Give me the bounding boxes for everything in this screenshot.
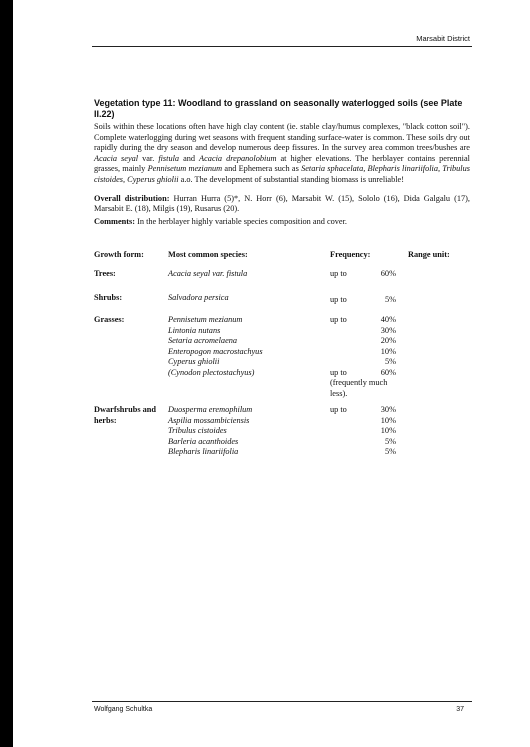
frequency-row xyxy=(330,336,400,347)
species-item: Aspilia mossambiciensis xyxy=(168,415,250,425)
species-item: Pennisetum mezianum xyxy=(168,315,243,324)
species-table xyxy=(94,250,470,465)
frequency-value: 5% xyxy=(384,447,396,456)
species-list xyxy=(168,269,247,280)
desc-text: and Ephemera such as xyxy=(222,164,302,174)
frequency-row xyxy=(330,416,400,427)
species-item: Enteropogon macrostachyus xyxy=(168,346,263,356)
frequency-row xyxy=(330,426,400,437)
species-item: Acacia seyal var. fistula xyxy=(168,269,248,278)
running-header: Marsabit District xyxy=(416,34,470,43)
frequency-value: 40% xyxy=(380,315,396,324)
frequency-list xyxy=(330,405,400,458)
species-name: Pennisetum mezianum xyxy=(147,164,223,174)
up-to: up to xyxy=(330,367,347,377)
group-trees xyxy=(94,269,470,290)
comments-text: In the herblayer highly variable species composition and cover. xyxy=(135,216,347,226)
frequency-row xyxy=(330,269,400,280)
up-to: up to xyxy=(330,405,347,414)
species-name: Acacia drepanolobium xyxy=(199,153,277,163)
header-frequency: Frequency: xyxy=(330,250,371,259)
species-item: Blepharis linariifolia xyxy=(168,447,239,456)
section-title: Vegetation type 11: Woodland to grassland on seasonally waterlogged soils (see Plate II.22) xyxy=(94,98,463,119)
main-content xyxy=(94,98,470,227)
page-number: 37 xyxy=(456,706,464,713)
species-name: Setaria sphacelata, Blepharis linariifolia, Tribulus cistoides, Cyperus ghiolii xyxy=(94,164,470,184)
distribution-label: Overall distribution: xyxy=(94,193,170,203)
species-name: Acacia seyal xyxy=(94,153,139,163)
species-item: Salvadora persica xyxy=(168,293,229,302)
distribution-text: Hurran Hurra (5)*, N. Horr (6), Marsabit W. (15), Sololo (16), Dida Galgalu (17), Marsabit E. (18), Milgis (19), Rusarus (20). xyxy=(94,193,470,214)
frequency-note: less). xyxy=(330,388,348,398)
up-to: up to xyxy=(330,295,347,304)
header-species: Most common species: xyxy=(168,250,248,259)
species-item: Barleria acanthoides xyxy=(168,436,239,446)
comments-paragraph xyxy=(94,217,470,228)
frequency-row xyxy=(330,326,400,337)
frequency-value: 30% xyxy=(380,325,396,335)
desc-text: a.o. The development of substantial standing biomass is unreliable! xyxy=(178,174,405,184)
group-dwarfshrubs-herbs xyxy=(94,405,470,465)
frequency-value: 5% xyxy=(384,357,396,366)
desc-text: at higher elevations. The herblayer contains perennial grasses, mainly xyxy=(94,153,470,174)
up-to: up to xyxy=(330,269,347,278)
growth-form: Shrubs: xyxy=(94,293,123,302)
species-list xyxy=(168,293,229,304)
species-item: Setaria acromelaena xyxy=(168,336,238,345)
growth-form: Trees: xyxy=(94,269,116,278)
frequency-row xyxy=(330,347,400,358)
frequency-row xyxy=(330,447,400,458)
growth-form: Dwarfshrubs and herbs: xyxy=(94,405,157,425)
frequency-value: 10% xyxy=(380,346,396,356)
frequency-row xyxy=(330,295,400,306)
header-growth-form: Growth form: xyxy=(94,250,144,259)
frequency-value: 60% xyxy=(380,367,396,377)
desc-text: Soils within these locations often have high clay content (ie. stable clay/humus complexes, "black cotton soil"). Complete waterlogging during wet seasons with frequent standing surface-water is common. These soils dry out rapidly during the dry season and develop numerous deep fissures. In the survey area common trees/bushes are xyxy=(94,122,470,153)
scan-edge xyxy=(0,0,13,747)
footer-author: Wolfgang Schultka xyxy=(94,706,153,713)
distribution-paragraph xyxy=(94,194,470,215)
frequency-value: 30% xyxy=(380,405,396,414)
frequency-value: 5% xyxy=(384,295,396,304)
header-rule xyxy=(92,46,472,47)
frequency-row xyxy=(330,437,400,448)
frequency-list xyxy=(330,315,400,399)
desc-text: var. xyxy=(138,153,159,163)
species-list xyxy=(168,405,252,458)
frequency-value: 5% xyxy=(384,436,396,446)
frequency-row xyxy=(330,368,400,379)
table-header xyxy=(94,250,470,264)
species-item: Cyperus ghiolii xyxy=(168,357,220,366)
species-item: Duosperma eremophilum xyxy=(168,405,253,414)
species-name: fistula xyxy=(158,153,180,163)
frequency-list xyxy=(330,269,400,280)
footer-rule xyxy=(92,701,472,702)
frequency-row xyxy=(330,357,400,368)
description-paragraph xyxy=(94,122,470,186)
group-grasses xyxy=(94,315,470,405)
species-item: Lintonia nutans xyxy=(168,325,221,335)
frequency-row xyxy=(330,315,400,326)
frequency-value: 10% xyxy=(380,415,396,425)
frequency-row xyxy=(330,405,400,416)
group-shrubs xyxy=(94,293,470,315)
frequency-value: 10% xyxy=(380,426,396,435)
frequency-value: 60% xyxy=(380,269,396,278)
frequency-value: 20% xyxy=(380,336,396,345)
frequency-list xyxy=(330,293,400,304)
up-to: up to xyxy=(330,315,347,324)
desc-text: and xyxy=(179,153,200,163)
species-item: Tribulus cistoides xyxy=(168,426,227,435)
species-item: (Cynodon plectostachyus) xyxy=(168,367,255,377)
species-list xyxy=(168,315,263,378)
header-range-unit: Range unit: xyxy=(408,250,450,259)
frequency-note: (frequently much xyxy=(330,378,388,387)
comments-label: Comments: xyxy=(94,216,136,226)
growth-form: Grasses: xyxy=(94,315,125,324)
